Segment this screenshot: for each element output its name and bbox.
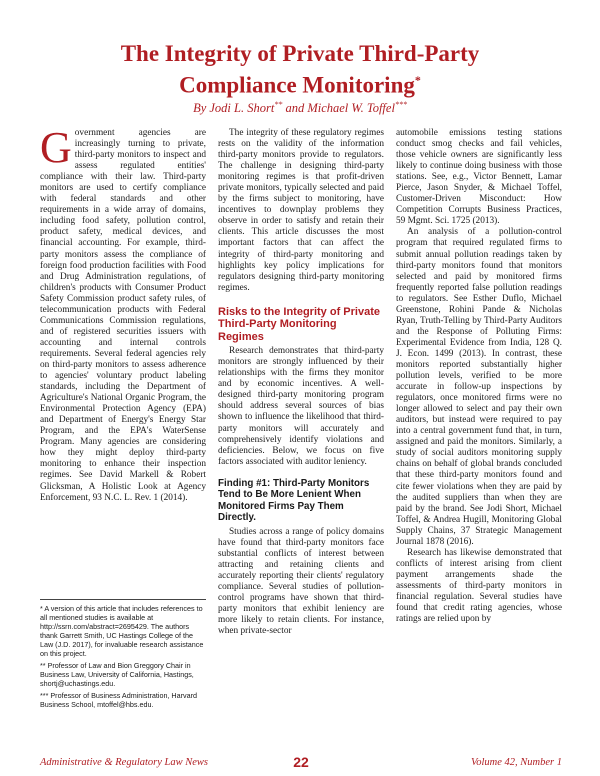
column-3 [396,128,562,748]
body-paragraph: An analysis of a pollution-control program that required regulated firms to submit annual pollution readings taken by third-party monitors found that monitors selected and paid by monitored firms frequently reported false pollution readings to regulators. See Esther Duflo, Michael Greenstone, Rohini Pande & Nicholas Ryan, Truth-Telling by Third-Party Auditors and the Response of Polluting Firms: Experimental Evidence from India, 128 Q. J. Econ. 1499 (2013). In contrast, these monitors reported substantially higher pollution levels, verified to be more accurate in follow-up inspections by regulators, once monitored firms were no longer allowed to select and pay their own auditors, but instead were required to pay into a central government fund that, in turn, assigned and paid the monitors. Similarly, a study of social auditors monitoring supply chains on behalf of global brands concluded that these third-party monitors found and cite fewer violations when they are paid by the audited suppliers than when they are paid by the brand. See Jodi Short, Michael Toffel, & Andrea Hugill, Monitoring Global Supply Chains, 37 Strategic Management Journal 1878 (2016). [396,227,562,547]
article-title [0,40,600,99]
author-1-mark: ** [274,100,283,109]
intro-paragraph [40,128,206,504]
page-number: 22 [293,754,309,770]
footnote-1: * A version of this article that includes references to all mentioned studies is available at http://ssrn.com/abstract=2695429. The authors thank Garrett Smith, UC Hastings College of the Law (J.D. 2017), for invaluable research assistance on this project. [40,604,204,658]
drop-cap: G [40,128,72,172]
title-line-2 [0,67,600,99]
title-line-1: The Integrity of Private Third-Party [120,41,480,66]
journal-name: Administrative & Regulatory Law News [40,757,208,768]
byline-and: and [282,101,308,116]
title-footnote-mark: * [414,73,421,87]
section-heading: Risks to the Integrity of Private Third-Party Monitoring Regimes [218,305,380,343]
author-2-mark: *** [394,100,407,109]
page-footer [40,754,562,771]
finding-heading: Finding #1: Third-Party Monitors Tend to Be More Lenient When Monitored Firms Pay Them Directly. [218,477,370,524]
title-line-2-text: Compliance Monitoring [179,72,415,98]
author-2: Michael W. Toffel [307,101,395,116]
author-1: Jodi L. Short [209,101,275,116]
byline-prefix: By [193,101,210,116]
body-paragraph: automobile emissions testing stations conduct smog checks and fail vehicles, those vehicle owners are significantly less likely to continue doing business with those stations. See, e.g., Victor Bennett, Lamar Pierce, Jason Snyder, & Michael Toffel, Customer-Driven Misconduct: How Competition Corrupts Business Practices, 59 Mgmt. Sci. 1725 (2013). [396,128,562,227]
body-paragraph: Research demonstrates that third-party monitors are strongly influenced by their relationships with the firms they monitor and by economic incentives. A well-designed third-party monitoring program should address several sources of bias shown to influence the likelihood that third-party monitors will accurately and comprehensively identify violations and deficiencies. Below, we focus on five factors associated with auditor leniency. [218,346,384,467]
body-paragraph: Studies across a range of policy domains have found that third-party monitors face substantial conflicts of interest between attracting and retaining clients and accurately reporting their clients' regulatory compliance. Several studies of pollution-control programs have shown that third-party monitors that exhibit leniency are more likely to retain clients. For instance, when private-sector [218,526,384,637]
column-2 [218,128,384,748]
footnote-3: *** Professor of Business Administration, Harvard Business School, mtoffel@hbs.edu. [40,691,197,709]
footnotes [40,599,206,712]
footnote-2: ** Professor of Law and Bion Greggory Chair in Business Law, University of California, Hastings, shortj@uchastings.edu. [40,661,194,688]
intro-text: overnment agencies are increasingly turning to private, third-party monitors to inspect and assess regulated entities' compliance with their law. Third-party monitors are used to certify compliance with federal standards and other requirements in a wide array of domains, including food safety, pollution control, product safety, medical devices, and financial accounting. For example, third-party monitors assess the compliance of foreign food production facilities with Food and Drug Administration regulations, of children's products with Consumer Product Safety Commission product safety rules, of telecommunication products with Federal Communications Commission regulations, and of registered securities issuers with accounting and internal controls requirements. Several federal agencies rely on third-party monitors to assess adherence to agencies' voluntary product labeling standards, including the Department of Agriculture's National Organic Program, the Environmental Protection Agency (EPA) and Department of Energy's Energy Star Program, and the EPA's WaterSense Program. Many agencies are considering how they might deploy third-party monitoring to enhance their inspection regimes. See David Markell & Robert Glicksman, A Holistic Look at Agency Enforcement, 93 N.C. L. Rev. 1 (2014). [40,128,206,503]
volume-info: Volume 42, Number 1 [471,757,562,768]
byline [0,100,600,116]
column-1 [40,128,206,596]
body-paragraph: Research has likewise demonstrated that conflicts of interest arising from client payment arrangements shade the assessments of third-party monitors in financial regulation. Several studies have found that credit rating agencies, whose ratings are relied upon by [396,547,562,625]
body-paragraph: The integrity of these regulatory regimes rests on the validity of the information third-party monitors provide to regulators. The challenge in designing third-party monitoring regimes is that profit-driven private monitors, typically selected and paid by the firms subject to monitoring, have incentives to downplay problems they observe in order to satisfy and retain their clients. This article discusses the most important factors that can affect the integrity of third-party monitoring and highlights key policy implications for regulators designing third-party monitoring regimes. [218,128,384,293]
